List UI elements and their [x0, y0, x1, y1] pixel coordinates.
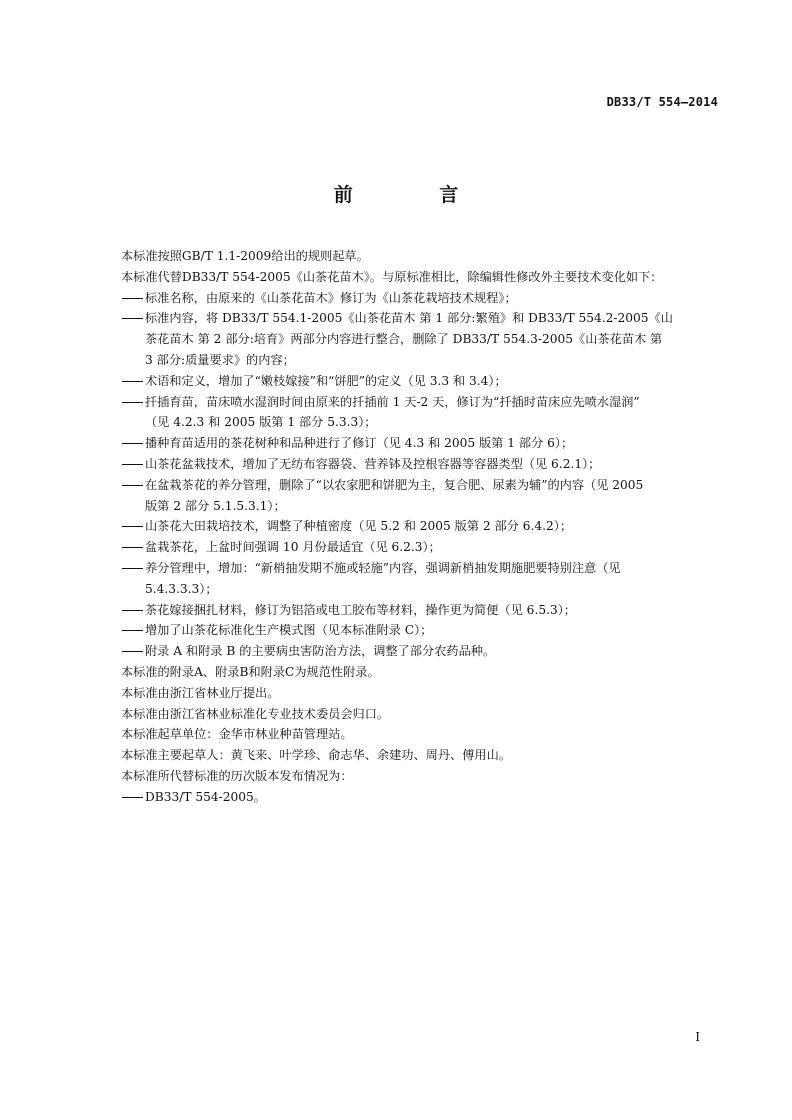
- change-item: DB33/T 554-2005。: [121, 787, 721, 808]
- change-item: 扦插育苗，苗床喷水湿润时间由原来的扦插前 1 天-2 天，修订为“扦插时苗床应先喷水湿润”: [121, 392, 721, 413]
- foreword-body: [121, 246, 721, 808]
- page-title: 前 言: [333, 184, 499, 206]
- change-item-continuation: 5.4.3.3.3）；: [145, 581, 218, 596]
- change-item: 山茶花盆栽技术，增加了无纺布容器袋、营养钵及控根容器等容器类型（见 6.2.1）；: [121, 454, 721, 475]
- page-number: I: [695, 1030, 700, 1044]
- change-item: 播种育苗适用的茶花树种和品种进行了修订（见 4.3 和 2005 版第 1 部分 6）；: [121, 433, 721, 454]
- change-item: 在盆栽茶花的养分管理，删除了“以农家肥和饼肥为主，复合肥、尿素为辅”的内容（见 2005: [121, 475, 721, 496]
- body-line: 本标准代替DB33/T 554-2005《山茶花苗木》。与原标准相比，除编辑性修改外主要技术变化如下：: [121, 269, 663, 284]
- change-item-continuation: 3 部分:质量要求》的内容；: [145, 352, 295, 367]
- change-item: 标准名称，由原来的《山茶花苗木》修订为《山茶花栽培技术规程》；: [121, 288, 721, 309]
- body-line: 本标准由浙江省林业厅提出。: [121, 685, 280, 700]
- change-item: 增加了山茶花标准化生产模式图（见本标准附录 C）；: [121, 620, 721, 641]
- change-item: 养分管理中，增加：“新梢抽发期不施或轻施”内容，强调新梢抽发期施肥要特别注意（见: [121, 558, 721, 579]
- change-item: 盆栽茶花，上盆时间强调 10 月份最适宜（见 6.2.3）；: [121, 537, 721, 558]
- body-line: 本标准所代替标准的历次版本发布情况为：: [121, 768, 353, 783]
- change-item-continuation: 版第 2 部分 5.1.5.3.1）；: [145, 498, 286, 513]
- body-line: 本标准的附录A、附录B和附录C为规范性附录。: [121, 664, 380, 679]
- change-item: 茶花嫁接捆扎材料，修订为铝箔或电工胶布等材料，操作更为简便（见 6.5.3）；: [121, 600, 721, 621]
- change-item: 标准内容，将 DB33/T 554.1-2005《山茶花苗木 第 1 部分:繁殖》和 DB33/T 554.2-2005《山: [121, 308, 721, 329]
- change-item-continuation: 茶花苗木 第 2 部分:培育》两部分内容进行整合，删除了 DB33/T 554.3-2005《山茶花苗木 第: [145, 332, 663, 347]
- change-item: 山茶花大田栽培技术，调整了种植密度（见 5.2 和 2005 版第 2 部分 6.4.2）；: [121, 516, 721, 537]
- standard-code: DB33/T 554—2014: [606, 95, 718, 109]
- body-line: 本标准主要起草人：黄飞来、叶学珍、俞志华、余建功、周丹、傅用山。: [121, 748, 511, 763]
- change-item-continuation: （见 4.2.3 和 2005 版第 1 部分 5.3.3）；: [145, 415, 377, 430]
- body-line: 本标准按照GB/T 1.1-2009给出的规则起草。: [121, 249, 369, 263]
- body-line: 本标准起草单位：金华市林业种苗管理站。: [121, 727, 353, 742]
- change-item: 术语和定义，增加了“嫩枝嫁接”和“饼肥”的定义（见 3.3 和 3.4）；: [121, 371, 721, 392]
- body-line: 本标准由浙江省林业标准化专业技术委员会归口。: [121, 706, 390, 721]
- change-item: 附录 A 和附录 B 的主要病虫害防治方法，调整了部分农药品种。: [121, 641, 721, 662]
